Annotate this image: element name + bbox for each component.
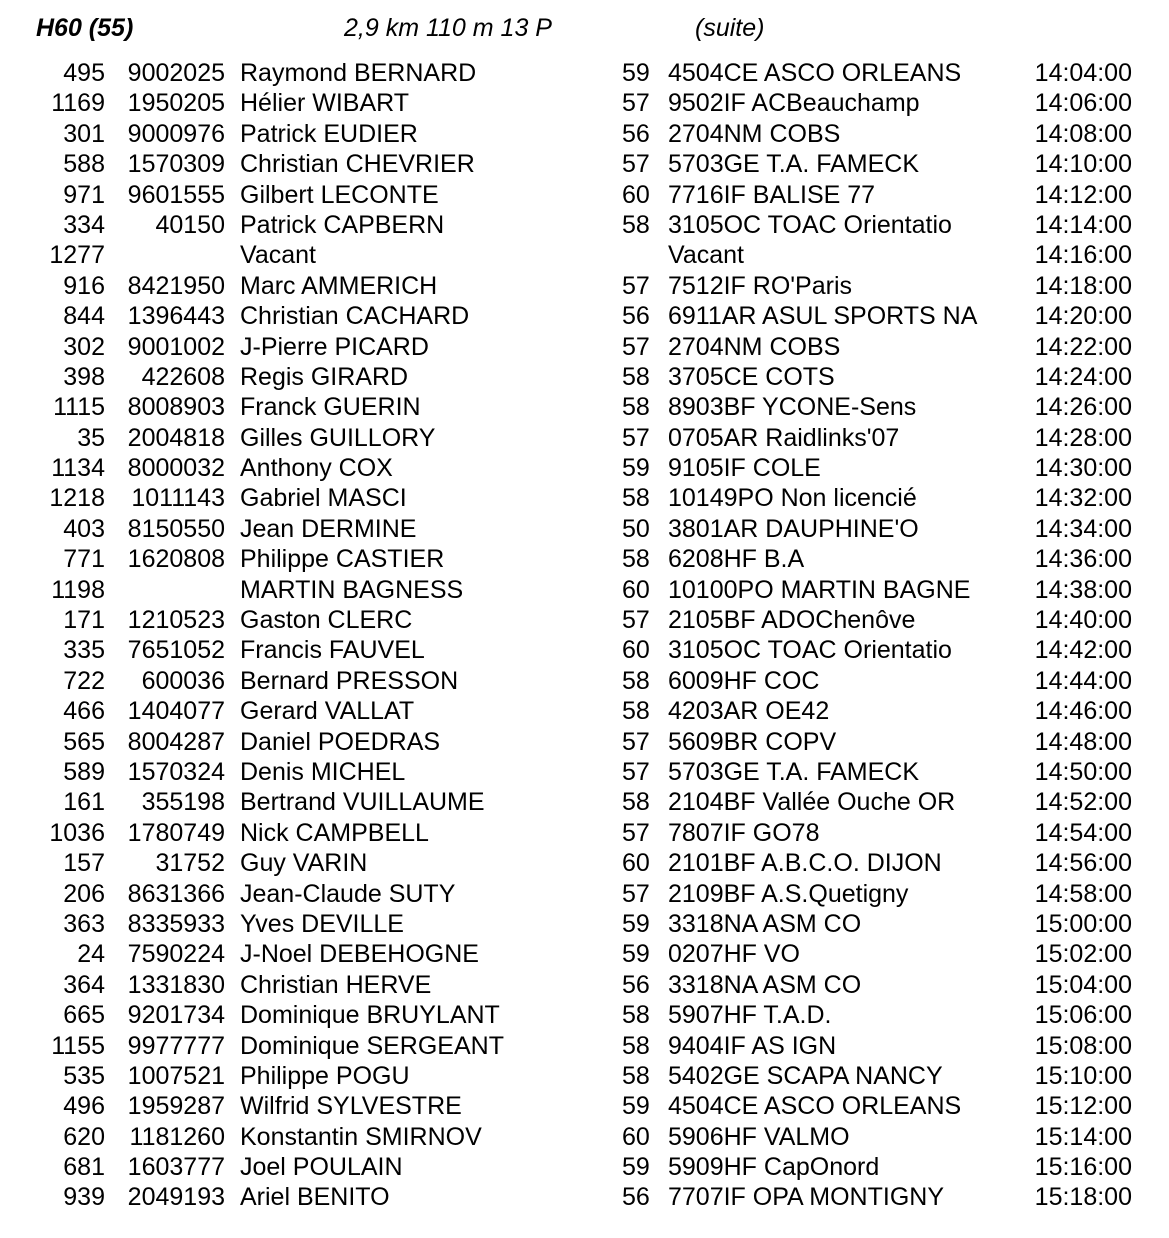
bib-number: 939 xyxy=(63,1183,105,1212)
category-title: H60 (55) xyxy=(36,14,134,42)
runner-name: Christian HERVE xyxy=(240,970,432,999)
licence-number: 1603777 xyxy=(127,1153,225,1182)
birth-year: 59 xyxy=(622,1153,650,1182)
start-list-row xyxy=(0,605,1169,635)
start-list-row xyxy=(0,271,1169,301)
birth-year: 58 xyxy=(622,697,650,726)
runner-name: Regis GIRARD xyxy=(240,362,409,391)
club-name: 0705AR Raidlinks'07 xyxy=(668,423,900,452)
club-name: 7512IF RO'Paris xyxy=(668,271,853,300)
start-list-row xyxy=(0,696,1169,726)
club-name: 4504CE ASCO ORLEANS xyxy=(668,59,962,87)
start-time: 14:56:00 xyxy=(1034,849,1132,878)
birth-year: 59 xyxy=(622,909,650,938)
start-time: 14:50:00 xyxy=(1034,757,1132,786)
club-name: 3318NA ASM CO xyxy=(668,909,862,938)
club-name: 5703GE T.A. FAMECK xyxy=(668,757,920,786)
start-time: 14:54:00 xyxy=(1034,818,1132,847)
start-list-row xyxy=(0,1091,1169,1121)
bib-number: 589 xyxy=(63,757,105,786)
runner-name: Denis MICHEL xyxy=(240,757,406,786)
licence-number: 2049193 xyxy=(127,1183,225,1212)
bib-number: 403 xyxy=(63,514,105,543)
licence-number: 2004818 xyxy=(127,423,225,452)
licence-number: 1396443 xyxy=(127,302,225,331)
bib-number: 301 xyxy=(63,119,105,148)
club-name: 9105IF COLE xyxy=(668,454,821,483)
birth-year: 58 xyxy=(622,1061,650,1090)
birth-year: 58 xyxy=(622,1001,650,1030)
start-time: 14:24:00 xyxy=(1034,362,1132,391)
start-list-row xyxy=(0,392,1169,422)
runner-name: Konstantin SMIRNOV xyxy=(240,1122,482,1151)
club-name: 5909HF CapOnord xyxy=(668,1153,880,1182)
birth-year: 58 xyxy=(622,788,650,817)
bib-number: 495 xyxy=(63,59,105,87)
start-time: 15:02:00 xyxy=(1034,940,1132,969)
runner-name: Anthony COX xyxy=(240,454,393,483)
start-list-row xyxy=(0,727,1169,757)
club-name: 5402GE SCAPA NANCY xyxy=(668,1061,943,1090)
start-time: 14:48:00 xyxy=(1034,727,1132,756)
birth-year: 60 xyxy=(622,180,650,209)
birth-year: 57 xyxy=(622,606,650,635)
start-list-row xyxy=(0,909,1169,939)
bib-number: 364 xyxy=(63,970,105,999)
club-name: Vacant xyxy=(668,241,744,270)
licence-number: 8000032 xyxy=(127,454,225,483)
start-list-row xyxy=(0,301,1169,331)
start-list-row xyxy=(0,58,1169,88)
start-list-row xyxy=(0,544,1169,574)
licence-number: 1959287 xyxy=(127,1092,225,1121)
licence-number: 1570309 xyxy=(127,150,225,179)
licence-number: 7651052 xyxy=(127,636,225,665)
start-list-row xyxy=(0,483,1169,513)
runner-name: Yves DEVILLE xyxy=(240,909,404,938)
birth-year: 58 xyxy=(622,1031,650,1060)
start-list-row xyxy=(0,119,1169,149)
licence-number: 8421950 xyxy=(127,271,225,300)
club-name: 4203AR OE42 xyxy=(668,697,830,726)
start-time: 15:10:00 xyxy=(1034,1061,1132,1090)
birth-year: 56 xyxy=(622,302,650,331)
club-name: 9404IF AS IGN xyxy=(668,1031,837,1060)
runner-name: Patrick CAPBERN xyxy=(240,210,445,239)
runner-name: Christian CHEVRIER xyxy=(240,150,475,179)
runner-name: Christian CACHARD xyxy=(240,302,470,331)
runner-name: Bertrand VUILLAUME xyxy=(240,788,485,817)
start-time: 14:10:00 xyxy=(1034,150,1132,179)
runner-name: J-Pierre PICARD xyxy=(240,332,429,361)
runner-name: Bernard PRESSON xyxy=(240,666,459,695)
licence-number: 9977777 xyxy=(127,1031,225,1060)
course-info: 2,9 km 110 m 13 P xyxy=(344,14,552,42)
licence-number: 9601555 xyxy=(127,180,225,209)
runner-name: Guy VARIN xyxy=(240,849,368,878)
birth-year: 60 xyxy=(622,1122,650,1151)
club-name: 4504CE ASCO ORLEANS xyxy=(668,1092,962,1121)
licence-number: 1007521 xyxy=(127,1061,225,1090)
bib-number: 334 xyxy=(63,210,105,239)
bib-number: 620 xyxy=(63,1122,105,1151)
birth-year: 57 xyxy=(622,423,650,452)
club-name: 7707IF OPA MONTIGNY xyxy=(668,1183,945,1212)
birth-year: 50 xyxy=(622,514,650,543)
runner-name: Hélier WIBART xyxy=(240,89,410,118)
runner-name: Francis FAUVEL xyxy=(240,636,425,665)
bib-number: 1115 xyxy=(53,393,105,422)
start-list-row xyxy=(0,1061,1169,1091)
club-name: 2105BF ADOChenôve xyxy=(668,606,916,635)
bib-number: 916 xyxy=(63,271,105,300)
licence-number: 1404077 xyxy=(127,697,225,726)
bib-number: 971 xyxy=(63,180,105,209)
club-name: 5703GE T.A. FAMECK xyxy=(668,150,920,179)
birth-year: 57 xyxy=(622,727,650,756)
club-name: 3105OC TOAC Orientatio xyxy=(668,636,952,665)
birth-year: 57 xyxy=(622,757,650,786)
start-time: 14:44:00 xyxy=(1034,666,1132,695)
start-list-row xyxy=(0,514,1169,544)
start-time: 15:06:00 xyxy=(1034,1001,1132,1030)
club-name: 3705CE COTS xyxy=(668,362,835,391)
bib-number: 35 xyxy=(77,423,105,452)
runner-name: Franck GUERIN xyxy=(240,393,421,422)
runner-name: Philippe CASTIER xyxy=(240,545,445,574)
start-time: 14:26:00 xyxy=(1034,393,1132,422)
start-time: 14:46:00 xyxy=(1034,697,1132,726)
bib-number: 771 xyxy=(63,545,105,574)
runner-name: MARTIN BAGNESS xyxy=(240,575,464,604)
start-time: 14:08:00 xyxy=(1034,119,1132,148)
start-list-row xyxy=(0,332,1169,362)
club-name: 10100PO MARTIN BAGNE xyxy=(668,575,971,604)
start-list-row xyxy=(0,635,1169,665)
runner-name: Gabriel MASCI xyxy=(240,484,407,513)
birth-year: 57 xyxy=(622,332,650,361)
club-name: 5609BR COPV xyxy=(668,727,837,756)
bib-number: 1198 xyxy=(51,575,105,604)
licence-number: 422608 xyxy=(141,362,225,391)
licence-number: 8004287 xyxy=(127,727,225,756)
start-list-row xyxy=(0,180,1169,210)
start-time: 14:18:00 xyxy=(1034,271,1132,300)
start-list-row xyxy=(0,453,1169,483)
start-time: 14:12:00 xyxy=(1034,180,1132,209)
bib-number: 398 xyxy=(63,362,105,391)
start-list-row xyxy=(0,423,1169,453)
club-name: 7807IF GO78 xyxy=(668,818,820,847)
start-list-row xyxy=(0,787,1169,817)
bib-number: 171 xyxy=(63,606,105,635)
licence-number: 1331830 xyxy=(127,970,225,999)
licence-number: 9201734 xyxy=(127,1001,225,1030)
start-list-row xyxy=(0,362,1169,392)
club-name: 2704NM COBS xyxy=(668,332,841,361)
club-name: 2109BF A.S.Quetigny xyxy=(668,879,909,908)
club-name: 6208HF B.A xyxy=(668,545,805,574)
start-time: 14:42:00 xyxy=(1034,636,1132,665)
club-name: 2704NM COBS xyxy=(668,119,841,148)
club-name: 3318NA ASM CO xyxy=(668,970,862,999)
start-list-row xyxy=(0,88,1169,118)
start-list-row xyxy=(0,1182,1169,1212)
start-time: 14:36:00 xyxy=(1034,545,1132,574)
bib-number: 466 xyxy=(63,697,105,726)
start-time: 14:58:00 xyxy=(1034,879,1132,908)
licence-number: 8008903 xyxy=(127,393,225,422)
club-name: 8903BF YCONE-Sens xyxy=(668,393,917,422)
runner-name: Jean-Claude SUTY xyxy=(240,879,456,908)
birth-year: 57 xyxy=(622,89,650,118)
runner-name: J-Noel DEBEHOGNE xyxy=(240,940,479,969)
start-time: 15:12:00 xyxy=(1034,1092,1132,1121)
birth-year: 57 xyxy=(622,271,650,300)
bib-number: 206 xyxy=(63,879,105,908)
birth-year: 57 xyxy=(622,818,650,847)
start-list-row xyxy=(0,879,1169,909)
runner-name: Joel POULAIN xyxy=(240,1153,403,1182)
start-list-row xyxy=(0,240,1169,270)
start-time: 14:16:00 xyxy=(1034,241,1132,270)
birth-year: 60 xyxy=(622,636,650,665)
runner-name: Wilfrid SYLVESTRE xyxy=(240,1092,462,1121)
runner-name: Marc AMMERICH xyxy=(240,271,438,300)
runner-name: Vacant xyxy=(240,241,316,270)
start-time: 14:22:00 xyxy=(1034,332,1132,361)
bib-number: 1218 xyxy=(49,484,105,513)
birth-year: 58 xyxy=(622,210,650,239)
licence-number: 7590224 xyxy=(127,940,225,969)
start-time: 14:06:00 xyxy=(1034,89,1132,118)
club-name: 2101BF A.B.C.O. DIJON xyxy=(668,849,942,878)
runner-name: Ariel BENITO xyxy=(240,1183,390,1212)
runner-name: Dominique BRUYLANT xyxy=(240,1001,500,1030)
bib-number: 161 xyxy=(63,788,105,817)
bib-number: 588 xyxy=(63,150,105,179)
category-header xyxy=(0,10,1169,46)
start-time: 15:08:00 xyxy=(1034,1031,1132,1060)
start-time: 14:40:00 xyxy=(1034,606,1132,635)
bib-number: 496 xyxy=(63,1092,105,1121)
start-time: 14:30:00 xyxy=(1034,454,1132,483)
birth-year: 58 xyxy=(622,484,650,513)
start-list-row xyxy=(0,1031,1169,1061)
birth-year: 59 xyxy=(622,1092,650,1121)
licence-number: 8335933 xyxy=(127,909,225,938)
club-name: 5907HF T.A.D. xyxy=(668,1001,832,1030)
bib-number: 1169 xyxy=(51,89,105,118)
bib-number: 565 xyxy=(63,727,105,756)
licence-number: 1570324 xyxy=(127,757,225,786)
birth-year: 56 xyxy=(622,119,650,148)
bib-number: 665 xyxy=(63,1001,105,1030)
licence-number: 600036 xyxy=(141,666,225,695)
club-name: 5906HF VALMO xyxy=(668,1122,850,1151)
start-time: 15:00:00 xyxy=(1034,909,1132,938)
bib-number: 302 xyxy=(63,332,105,361)
club-name: 6009HF COC xyxy=(668,666,820,695)
runner-name: Gaston CLERC xyxy=(240,606,413,635)
runner-name: Daniel POEDRAS xyxy=(240,727,441,756)
birth-year: 58 xyxy=(622,666,650,695)
start-time: 14:04:00 xyxy=(1034,59,1132,87)
start-time: 15:16:00 xyxy=(1034,1153,1132,1182)
club-name: 3801AR DAUPHINE'O xyxy=(668,514,919,543)
runner-name: Gerard VALLAT xyxy=(240,697,415,726)
birth-year: 58 xyxy=(622,393,650,422)
bib-number: 535 xyxy=(63,1061,105,1090)
licence-number: 31752 xyxy=(155,849,225,878)
start-list-row xyxy=(0,757,1169,787)
start-time: 15:04:00 xyxy=(1034,970,1132,999)
birth-year: 57 xyxy=(622,150,650,179)
bib-number: 157 xyxy=(63,849,105,878)
continuation-note: (suite) xyxy=(695,14,765,42)
licence-number: 1210523 xyxy=(127,606,225,635)
birth-year: 59 xyxy=(622,454,650,483)
birth-year: 60 xyxy=(622,849,650,878)
start-list-row xyxy=(0,939,1169,969)
start-time: 14:20:00 xyxy=(1034,302,1132,331)
start-time: 14:14:00 xyxy=(1034,210,1132,239)
start-list-row xyxy=(0,970,1169,1000)
licence-number: 8150550 xyxy=(127,514,225,543)
start-list-row xyxy=(0,818,1169,848)
birth-year: 60 xyxy=(622,575,650,604)
licence-number: 355198 xyxy=(141,788,225,817)
licence-number: 1181260 xyxy=(129,1122,225,1151)
bib-number: 335 xyxy=(63,636,105,665)
start-time: 14:38:00 xyxy=(1034,575,1132,604)
runner-name: Jean DERMINE xyxy=(240,514,417,543)
club-name: 9502IF ACBeauchamp xyxy=(668,89,920,118)
club-name: 2104BF Vallée Ouche OR xyxy=(668,788,956,817)
licence-number: 9001002 xyxy=(127,332,225,361)
start-list-row xyxy=(0,575,1169,605)
birth-year: 58 xyxy=(622,362,650,391)
bib-number: 722 xyxy=(63,666,105,695)
bib-number: 1134 xyxy=(51,454,105,483)
licence-number: 40150 xyxy=(155,210,225,239)
start-time: 15:18:00 xyxy=(1034,1183,1132,1212)
birth-year: 59 xyxy=(622,59,650,87)
start-list-row xyxy=(0,848,1169,878)
start-list-row xyxy=(0,210,1169,240)
licence-number: 9002025 xyxy=(127,59,225,87)
bib-number: 1277 xyxy=(49,241,105,270)
birth-year: 57 xyxy=(622,879,650,908)
licence-number: 1780749 xyxy=(127,818,225,847)
licence-number: 1950205 xyxy=(127,89,225,118)
runner-name: Gilbert LECONTE xyxy=(240,180,439,209)
start-time: 14:34:00 xyxy=(1034,514,1132,543)
runner-name: Raymond BERNARD xyxy=(240,59,477,87)
start-list-row xyxy=(0,1000,1169,1030)
start-time: 14:32:00 xyxy=(1034,484,1132,513)
runner-name: Gilles GUILLORY xyxy=(240,423,436,452)
bib-number: 681 xyxy=(63,1153,105,1182)
club-name: 0207HF VO xyxy=(668,940,801,969)
start-list-row xyxy=(0,149,1169,179)
birth-year: 56 xyxy=(622,1183,650,1212)
start-time: 14:52:00 xyxy=(1034,788,1132,817)
bib-number: 844 xyxy=(63,302,105,331)
bib-number: 363 xyxy=(63,909,105,938)
licence-number: 9000976 xyxy=(127,119,225,148)
bib-number: 1155 xyxy=(51,1031,105,1060)
club-name: 3105OC TOAC Orientatio xyxy=(668,210,952,239)
bib-number: 1036 xyxy=(49,818,105,847)
runner-name: Dominique SERGEANT xyxy=(240,1031,504,1060)
start-list-row xyxy=(0,1152,1169,1182)
start-list-row xyxy=(0,666,1169,696)
licence-number: 1620808 xyxy=(127,545,225,574)
runner-name: Patrick EUDIER xyxy=(240,119,418,148)
birth-year: 58 xyxy=(622,545,650,574)
runner-name: Nick CAMPBELL xyxy=(240,818,429,847)
bib-number: 24 xyxy=(77,940,105,969)
birth-year: 59 xyxy=(622,940,650,969)
licence-number: 8631366 xyxy=(127,879,225,908)
start-time: 15:14:00 xyxy=(1034,1122,1132,1151)
club-name: 6911AR ASUL SPORTS NA xyxy=(668,302,978,331)
licence-number: 1011143 xyxy=(131,484,225,513)
club-name: 7716IF BALISE 77 xyxy=(668,180,876,209)
birth-year: 56 xyxy=(622,970,650,999)
start-list xyxy=(0,58,1169,1213)
club-name: 10149PO Non licencié xyxy=(668,484,917,513)
start-list-row xyxy=(0,1122,1169,1152)
runner-name: Philippe POGU xyxy=(240,1061,410,1090)
start-time: 14:28:00 xyxy=(1034,423,1132,452)
